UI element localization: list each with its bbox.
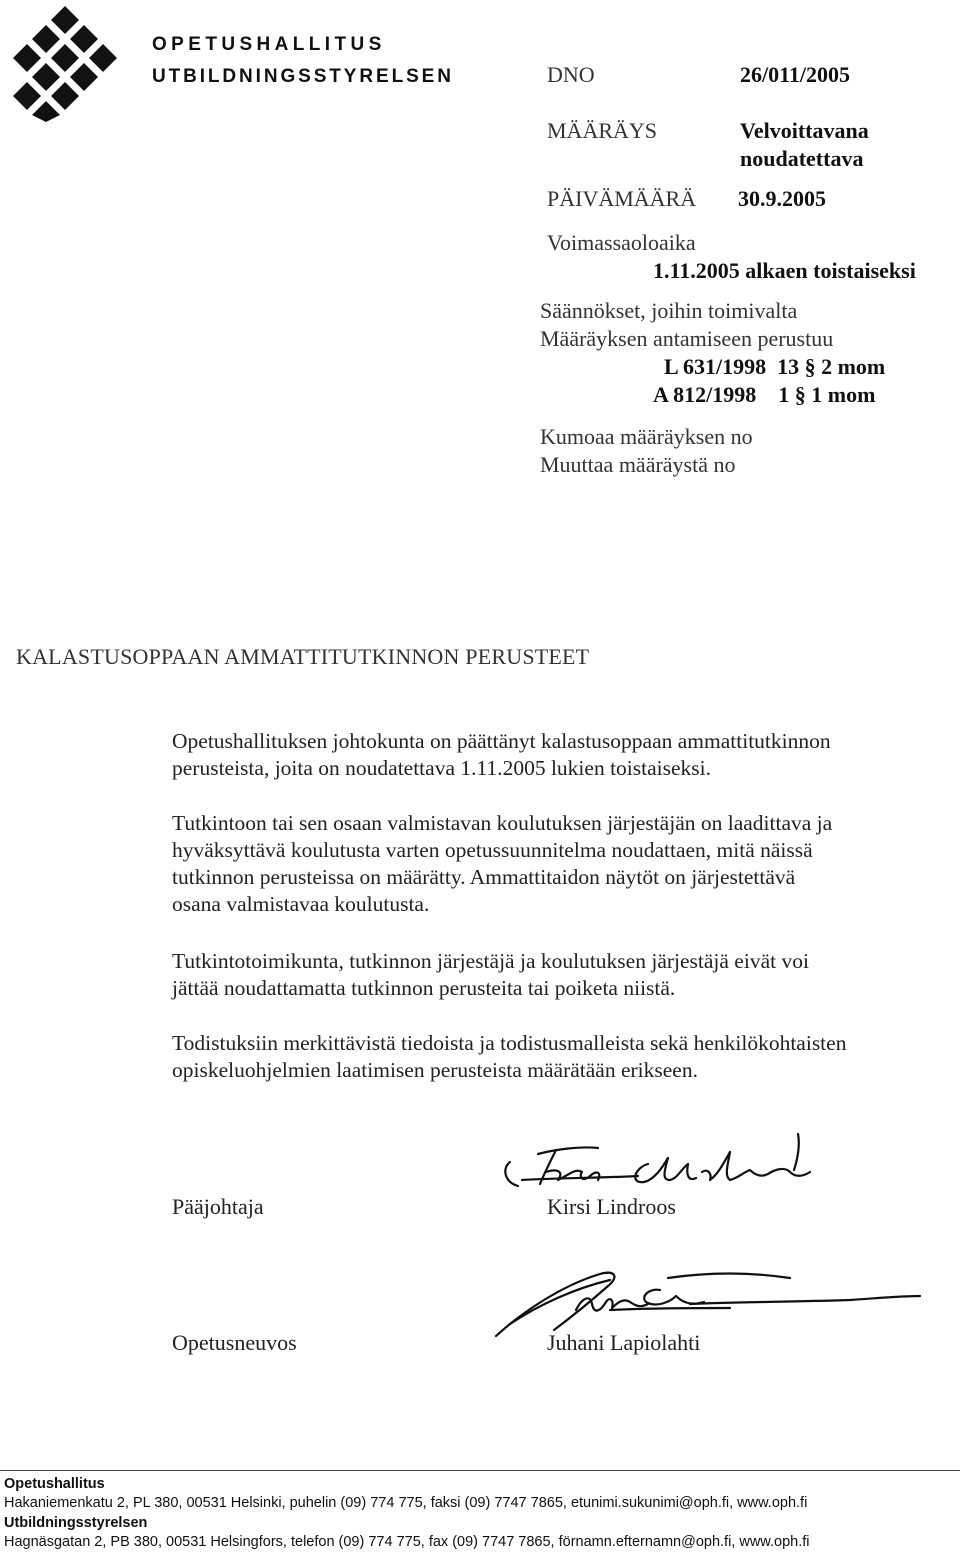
paragraph-2 [172,810,952,918]
paragraph-1 [172,728,952,782]
footer-org-sv: Utbildningsstyrelsen [4,1515,148,1531]
signature-role-1: Pääjohtaja [172,1194,264,1219]
footer-address-fi: Hakaniemenkatu 2, PL 380, 00531 Helsinki, puhelin (09) 774 775, faksi (09) 7747 7865, etunimi.sukunimi@oph.fi, www.oph.fi [4,1495,808,1511]
logo-name-sv: UTBILDNINGSSTYRELSEN [152,66,454,87]
paivamaara-label: PÄIVÄMÄÄRÄ [547,186,697,211]
document-title: KALASTUSOPPAAN AMMATTITUTKINNON PERUSTEET [16,644,590,669]
muuttaa-label: Muuttaa määräystä no [540,452,736,477]
opetushallitus-logo-icon [6,4,124,122]
paragraph-line: Tutkintoon tai sen osaan valmistavan koulutuksen järjestäjän on laadittava ja [172,811,833,835]
maarays-value-1: Velvoittavana [740,118,869,143]
paragraph-line: tutkinnon perusteissa on määrätty. Ammattitaidon näytöt on järjestettävä [172,865,796,889]
signature-lindroos-icon [498,1128,816,1196]
paragraph-line: opiskeluohjelmien laatimisen perusteista määrätään erikseen. [172,1058,698,1082]
paivamaara-value: 30.9.2005 [738,186,826,211]
saannokset-line-1: Säännökset, joihin toimivalta [540,298,798,323]
signature-name-1: Kirsi Lindroos [547,1194,676,1219]
maarays-label: MÄÄRÄYS [547,118,658,143]
paragraph-line: Tutkintotoimikunta, tutkinnon järjestäjä ja koulutuksen järjestäjä eivät voi [172,949,809,973]
footer-org-fi: Opetushallitus [4,1476,105,1492]
signature-role-2: Opetusneuvos [172,1330,297,1355]
dno-value: 26/011/2005 [740,62,851,87]
law-reference-1: L 631/1998 13 § 2 mom [664,354,886,379]
paragraph-line: jättää noudattamatta tutkinnon perusteita tai poiketa niistä. [172,976,676,1000]
paragraph-line: hyväksyttävä koulutusta varten opetussuunnitelma noudattaen, mitä näissä [172,838,813,862]
logo-name-fi: OPETUSHALLITUS [152,34,386,55]
paragraph-line: Opetushallituksen johtokunta on päättänyt kalastusoppaan ammattitutkinnon [172,729,831,753]
dno-label: DNO [547,62,595,87]
paragraph-4 [172,1030,952,1084]
footer-address-sv: Hagnäsgatan 2, PB 380, 00531 Helsingfors, telefon (09) 774 775, fax (09) 7747 7865, förnamn.efternamn@oph.fi, www.oph.fi [4,1534,810,1550]
maarays-value-2: noudatettava [740,146,864,171]
saannokset-line-2: Määräyksen antamiseen perustuu [540,326,834,351]
paragraph-line: osana valmistavaa koulutusta. [172,892,430,916]
paragraph-3 [172,948,952,1002]
law-reference-2: A 812/1998 1 § 1 mom [653,382,876,407]
footer-divider [0,1470,960,1471]
voimassaolo-value: 1.11.2005 alkaen toistaiseksi [653,258,916,283]
kumoaa-label: Kumoaa määräyksen no [540,424,753,449]
signature-name-2: Juhani Lapiolahti [547,1330,701,1355]
paragraph-line: perusteista, joita on noudatettava 1.11.2005 lukien toistaiseksi. [172,756,711,780]
paragraph-line: Todistuksiin merkittävistä tiedoista ja todistusmalleista sekä henkilökohtaisten [172,1031,847,1055]
voimassaolo-label: Voimassaoloaika [547,230,696,255]
